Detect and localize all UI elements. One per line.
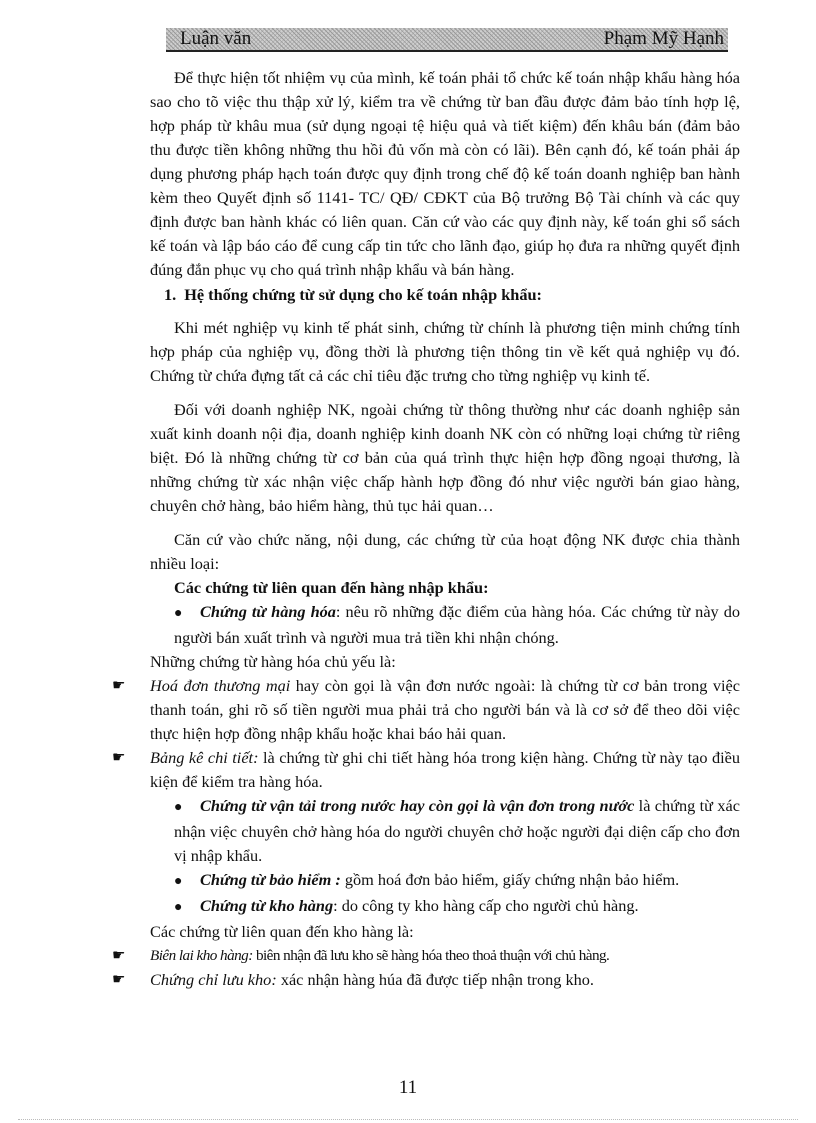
paragraph-phan-loai: Căn cứ vào chức năng, nội dung, các chứng từ của hoạt động NK được chia thành nhiều loại: bbox=[150, 530, 740, 573]
paragraph-hang-hoa-chu-yeu: Những chứng từ hàng hóa chủ yếu là: bbox=[150, 652, 396, 671]
page-header bbox=[166, 28, 728, 52]
item-text: xác nhận hàng húa đã được tiếp nhận trong kho. bbox=[276, 970, 594, 989]
bullet-chung-tu-hang-hoa bbox=[150, 600, 740, 650]
paragraph-intro: Để thực hiện tốt nhiệm vụ của mình, kế toán phải tổ chức kế toán nhập khẩu hàng hóa sao cho tõ việc thu thập xử lý, kiểm tra về chứng từ ban đầu được đảm bảo tính hợp lệ, hợp pháp từ khâu mua (sử dụng ngoại tệ hiệu quả và tiết kiệm) đến khâu bán (đảm bảo thu được tiền không những thu hồi đủ vốn mà còn có lãi). Bên cạnh đó, kế toán phải áp dụng phương pháp hạch toán được quy định trong chế độ kế toán doanh nghiệp ban hành kèm theo Quyết định số 1141- TC/ QĐ/ CĐKT của Bộ trưởng Bộ Tài chính và các quy định được ban hành khác có liên quan. Căn cứ vào các quy định này, kế toán ghi sổ sách kế toán và lập báo cáo để cung cấp tin tức cho lãnh đạo, giúp họ đưa ra những quyết định đúng đắn phục vụ cho quá trình nhập khẩu và bán hàng. bbox=[150, 68, 740, 279]
header-author: Phạm Mỹ Hạnh bbox=[603, 28, 724, 49]
pointing-hand-icon: ☛ bbox=[112, 750, 126, 766]
item-term: Bảng kê chi tiết: bbox=[150, 748, 259, 767]
bullet-text: : do công ty kho hàng cấp cho người chủ hàng. bbox=[333, 896, 639, 915]
item-text: hay còn gọi là vận đơn nước ngoài: là chứng từ cơ bản trong việc thanh toán, ghi rõ số tiền người mua phải trả cho người bán và là cơ sở để theo dõi việc thực hiện hợp đồng nhập khẩu hoặc khai báo hải quan. bbox=[150, 676, 740, 743]
pointing-hand-icon: ☛ bbox=[112, 678, 126, 694]
bullet-text: gồm hoá đơn bảo hiểm, giấy chứng nhận bảo hiểm. bbox=[340, 870, 680, 889]
item-hoa-don-thuong-mai bbox=[112, 674, 740, 746]
paragraph-kho-hang: Các chứng từ liên quan đến kho hàng là: bbox=[150, 922, 414, 941]
item-bang-ke-chi-tiet bbox=[112, 746, 741, 794]
section-title: Hệ thống chứng từ sử dụng cho kế toán nhập khẩu: bbox=[184, 285, 542, 304]
item-term: Hoá đơn thương mại bbox=[150, 676, 291, 695]
item-text: là chứng từ ghi chi tiết hàng hóa trong kiện hàng. Chứng từ này tạo điều kiện để kiểm tra hàng hóa. bbox=[150, 748, 741, 791]
page-body bbox=[112, 66, 741, 992]
bullet-term: Chứng từ hàng hóa bbox=[200, 602, 336, 621]
bullet-term: Chứng từ vận tải trong nước hay còn gọi là vận đơn trong nước bbox=[200, 796, 635, 815]
paragraph-chung-tu: Khi mét nghiệp vụ kinh tế phát sinh, chứng từ chính là phương tiện minh chứng tính hợp pháp của nghiệp vụ, đồng thời là phương tiện thông tin về kết quả nghiệp vụ đó. Chứng từ chứa đựng tất cả các chỉ tiêu đặc trưng cho từng nghiệp vụ kinh tế. bbox=[150, 318, 740, 385]
bullet-dot-icon: ● bbox=[174, 800, 183, 815]
pointing-hand-icon: ☛ bbox=[112, 948, 125, 964]
page-number: 11 bbox=[398, 1077, 418, 1098]
item-text: biên nhận đã lưu kho sẽ hàng hóa theo thoả thuận với chủ hàng. bbox=[252, 947, 610, 964]
bullet-chung-tu-van-tai bbox=[150, 794, 740, 868]
bullet-dot-icon: ● bbox=[174, 606, 183, 621]
section-heading bbox=[164, 282, 740, 308]
bullet-dot-icon: ● bbox=[174, 900, 183, 915]
item-bien-lai-kho-hang bbox=[112, 944, 740, 968]
bullet-term: Chứng từ bảo hiểm : bbox=[200, 870, 341, 889]
item-chung-chi-luu-kho bbox=[112, 968, 740, 992]
item-term: Chứng chỉ lưu kho: bbox=[150, 970, 277, 989]
subheading-hang-nhap-khau: Các chứng từ liên quan đến hàng nhập khẩu: bbox=[174, 578, 489, 597]
bullet-dot-icon: ● bbox=[174, 874, 183, 889]
footer-divider bbox=[18, 1119, 798, 1120]
bullet-text: : nêu rõ những đặc điểm của hàng hóa. Các chứng từ này do người bán xuất trình và người mua trả tiền khi nhận chóng. bbox=[174, 602, 740, 647]
bullet-chung-tu-kho-hang bbox=[150, 894, 740, 920]
paragraph-doanh-nghiep-nk: Đối với doanh nghiệp NK, ngoài chứng từ thông thường như các doanh nghiệp sản xuất kinh doanh nội địa, doanh nghiệp kinh doanh NK còn có những loại chứng từ riêng biệt. Đó là những chứng từ cơ bản của quá trình thực hiện hợp đồng ngoại thương, là những chứng từ xác nhận việc chấp hành hợp đồng đó như việc người bán giao hàng, chuyên chở hàng, bảo hiểm hàng, thủ tục hải quan… bbox=[150, 400, 740, 515]
item-term: Biên lai kho hàng: bbox=[150, 947, 253, 964]
bullet-term: Chứng từ kho hàng bbox=[200, 896, 334, 915]
section-number: 1. bbox=[164, 285, 177, 304]
bullet-text: là chứng từ xác nhận việc chuyên chở hàng hóa do người chuyên chở hoặc người đại diện cấp cho đơn vị nhập khẩu. bbox=[174, 796, 740, 865]
bullet-chung-tu-bao-hiem bbox=[150, 868, 740, 894]
pointing-hand-icon: ☛ bbox=[112, 972, 126, 988]
header-left-title: Luận văn bbox=[180, 28, 252, 49]
